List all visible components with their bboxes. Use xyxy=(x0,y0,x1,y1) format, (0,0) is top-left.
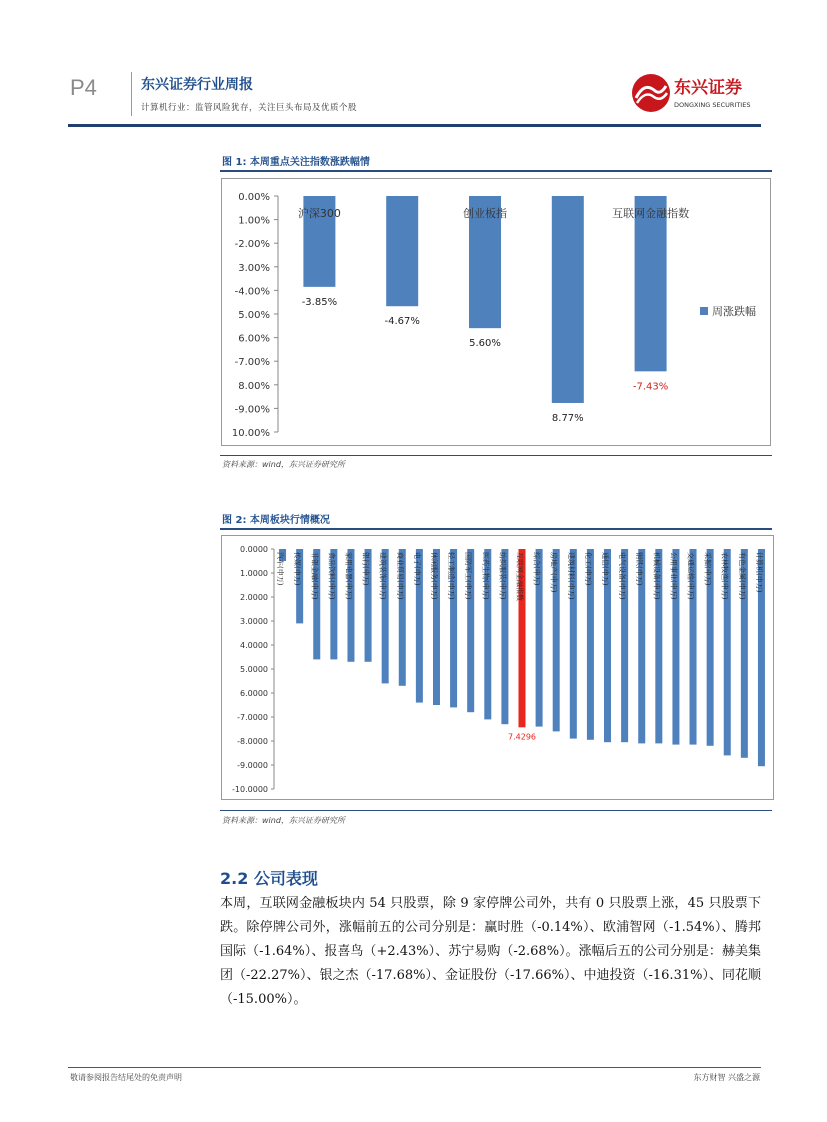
highlight-data-label: 7.4296 xyxy=(508,732,536,742)
category-label: 计算机(申万) xyxy=(754,552,763,593)
figure1-top-rule xyxy=(220,170,772,172)
figure1-chart-svg xyxy=(222,179,770,445)
category-label: 休闲服务(申万) xyxy=(429,552,438,600)
footer-rule xyxy=(68,1067,761,1068)
category-label: 采掘(申万) xyxy=(703,552,712,586)
y-tick-label: 8.00% xyxy=(238,380,270,392)
figure2-chart-svg xyxy=(222,536,773,799)
category-label: 电子(申万) xyxy=(412,552,421,586)
header-rule xyxy=(68,124,761,127)
y-tick-label: -8.0000 xyxy=(237,737,268,746)
bar xyxy=(635,196,667,371)
category-label: 电气设备(申万) xyxy=(618,552,627,600)
category-label: 化工(申万) xyxy=(583,552,592,586)
category-label: 传媒(申万) xyxy=(293,552,302,586)
category-label: 医药生物(申万) xyxy=(481,552,490,600)
figure2-source: 资料来源：wind，东兴证券研究所 xyxy=(222,816,345,825)
category-label: 综合(申万) xyxy=(532,552,541,586)
category-label: 银行(申万) xyxy=(361,552,370,586)
y-tick-label: 5.0000 xyxy=(240,665,268,674)
category-label: 纺织服装(申万) xyxy=(498,552,507,600)
data-label: -4.67% xyxy=(384,316,420,328)
company-logo xyxy=(630,72,760,114)
category-label: 创业板指 xyxy=(463,207,507,220)
logo-text-cn: 东兴证券 xyxy=(674,78,742,98)
data-label: 5.60% xyxy=(469,338,501,350)
category-label: 通信(申万) xyxy=(601,552,610,586)
y-tick-label: 1.0000 xyxy=(240,569,268,578)
category-label: 农林牧渔(申万) xyxy=(720,552,729,600)
y-tick-label: 10.00% xyxy=(231,428,270,439)
y-tick-label: 6.0000 xyxy=(240,689,268,698)
bar xyxy=(552,196,584,403)
y-tick-label: -7.00% xyxy=(234,357,270,369)
footer-disclaimer: 敬请参阅报告结尾处的免责声明 xyxy=(70,1073,182,1082)
category-label: 食品饮料(申万) xyxy=(327,552,336,600)
y-tick-label: 0.0000 xyxy=(240,545,268,554)
category-label: 轻工制造(申万) xyxy=(447,552,456,600)
section-body-paragraph: 本周，互联网金融板块内 54 只股票，除 9 家停牌公司外，共有 0 只股票上涨，45 只股票下跌。除停牌公司外，涨幅前五的公司分别是：赢时胜（-0.14%）、欧浦智网（-1.54%）、腾邦国际（-1.64%）、报喜鸟（+2.43%）、苏宁易购（-2.68%）。涨幅后五的公司分别是：赫美集团（-22.27%）、银之杰（-17.68%）、金证股份（-17.66%）、中迪投资（-16.31%）、同花顺（-15.00%）。 xyxy=(220,896,761,1007)
y-tick-label: 2.0000 xyxy=(240,593,268,602)
data-label: -7.43% xyxy=(632,381,669,393)
figure2-top-rule xyxy=(220,528,772,530)
data-label: -3.85% xyxy=(301,296,338,308)
y-tick-label: 3.00% xyxy=(238,262,270,274)
category-label: 有色金属(申万) xyxy=(737,552,746,600)
bar xyxy=(386,196,418,306)
category-label: 国防军工(申万) xyxy=(464,552,473,600)
figure2-title: 图 2: 本周板块行情概况 xyxy=(222,515,330,526)
y-tick-label: -2.00% xyxy=(234,239,270,251)
category-label: 机械设备(申万) xyxy=(652,552,661,600)
y-tick-label: 4.0000 xyxy=(240,641,268,650)
y-tick-label: 0.00% xyxy=(238,192,270,203)
category-label: 商业贸易(申万) xyxy=(395,552,404,600)
category-label: 沪深300 xyxy=(297,207,341,220)
category-label: 房地产(申万) xyxy=(549,552,558,593)
y-tick-label: 1.00% xyxy=(238,215,270,227)
page-number: P4 xyxy=(70,75,97,100)
figure1-chart xyxy=(221,178,771,446)
category-label: 汽车(申万) xyxy=(276,552,285,586)
figure2-chart xyxy=(221,535,774,800)
category-label: 互联网金融指数 xyxy=(515,552,524,601)
header-divider xyxy=(131,72,132,116)
figure1-title: 图 1: 本周重点关注指数涨跌幅情 xyxy=(222,157,370,168)
y-tick-label: 5.00% xyxy=(238,310,270,321)
logo-text-en: DONGXING SECURITIES xyxy=(674,101,751,109)
category-label: 家用电器(申万) xyxy=(344,552,353,600)
y-tick-label: 6.00% xyxy=(238,333,270,345)
category-label: 建筑装饰(申万) xyxy=(378,552,387,600)
y-tick-label: -10.0000 xyxy=(232,785,268,794)
report-subtitle: 计算机行业：监管风险犹存，关注巨头布局及优质个股 xyxy=(141,103,358,113)
y-tick-label: -9.0000 xyxy=(237,761,268,770)
category-label: 公用事业(申万) xyxy=(669,552,678,600)
category-label: 建筑材料(申万) xyxy=(566,552,575,600)
footer-slogan: 东方财智 兴盛之源 xyxy=(693,1073,760,1082)
logo-emblem-icon xyxy=(630,72,760,114)
y-tick-label: -9.00% xyxy=(234,404,270,416)
figure2-bottom-rule xyxy=(220,810,772,811)
category-label: 交通运输(申万) xyxy=(686,552,695,600)
section-title: 2.2 公司表现 xyxy=(220,869,318,888)
y-tick-label: 3.0000 xyxy=(240,617,268,626)
category-label: 钢铁(申万) xyxy=(635,552,644,586)
figure1-bottom-rule xyxy=(220,455,772,456)
legend-label: 周涨跌幅 xyxy=(712,305,756,318)
figure1-source: 资料来源：wind，东兴证券研究所 xyxy=(222,460,345,469)
category-label: 互联网金融指数 xyxy=(612,207,690,220)
report-title: 东兴证券行业周报 xyxy=(141,77,253,93)
y-tick-label: -7.0000 xyxy=(237,713,268,722)
legend-swatch xyxy=(700,307,708,315)
y-tick-label: -4.00% xyxy=(234,286,270,298)
category-label: 非银金融(申万) xyxy=(310,552,319,600)
data-label: 8.77% xyxy=(551,412,584,424)
